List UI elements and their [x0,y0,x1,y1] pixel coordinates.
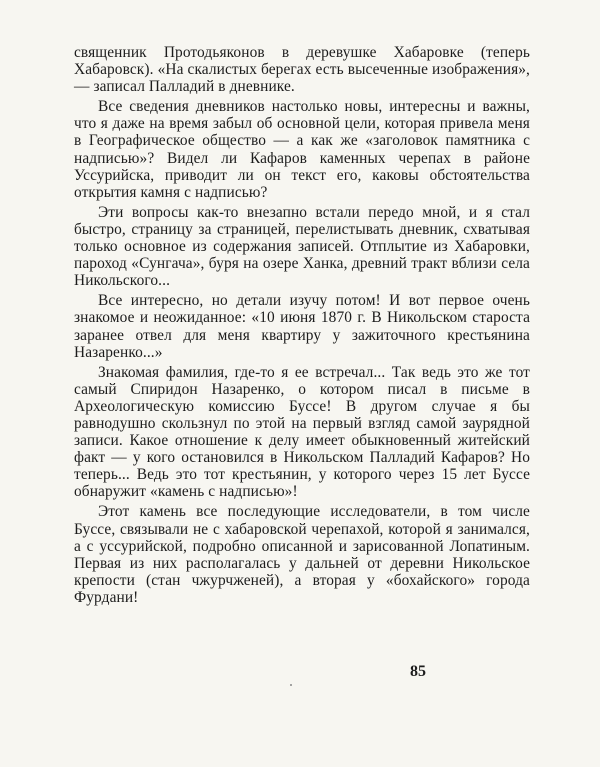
paragraph-4: Все интересно, но детали изучу потом! И вот первое очень знакомое и неожиданное: «10 июня 1870 г. В Никольском староста заранее отвел для меня квартиру у зажиточного крестьянина Назаренко...» [74,292,530,361]
page-body [74,44,530,609]
paragraph-2: Все сведения дневников настолько новы, интересны и важны, что я даже на время забыл об основной цели, которая привела меня в Географическое общество — а как же «заголовок памятника с надписью»? Видел ли Кафаров каменных черепах в районе Уссурийска, приводит ли он текст его, каковы обстоятельства открытия камня с надписью? [74,98,530,201]
page-number: 85 [410,663,426,680]
paragraph-3: Эти вопросы как-то внезапно встали передо мной, и я стал быстро, страницу за страницей, перелистывать дневник, схватывая только основное из содержания записей. Отплытие из Хабаровки, пароход «Сунгача», буря на озере Ханка, древний тракт вблизи села Никольского... [74,203,530,290]
paragraph-5: Знакомая фамилия, где-то я ее встречал... Так ведь это же тот самый Спиридон Назаренко, о котором писал в письме в Археологическую комиссию Буссе! В другом случае я бы равнодушно скользнул по этой на первый взгляд самой заурядной записи. Какое отношение к делу имеет обыкновенный житейский факт — у кого остановился в Никольском Палладий Кафаров? Но теперь... Ведь это тот крестьянин, у которого через 15 лет Буссе обнаружит «камень с надписью»! [74,363,530,501]
paragraph-1: священник Протодьяконов в деревушке Хабаровке (теперь Хабаровск). «На скалистых берегах есть высеченные изображения»,— записал Палладий в дневнике. [74,44,530,96]
paragraph-6: Этот камень все последующие исследователи, в том числе Буссе, связывали не с хабаровской черепахой, которой я занимался, а с уссурийской, подробно описанной и зарисованной Лопатиным. Первая из них располагалась у дальней от деревни Никольское крепости (стан чжурчженей), а вторая у «бохайского» города Фурдани! [74,503,530,606]
paper-speck [290,684,292,686]
